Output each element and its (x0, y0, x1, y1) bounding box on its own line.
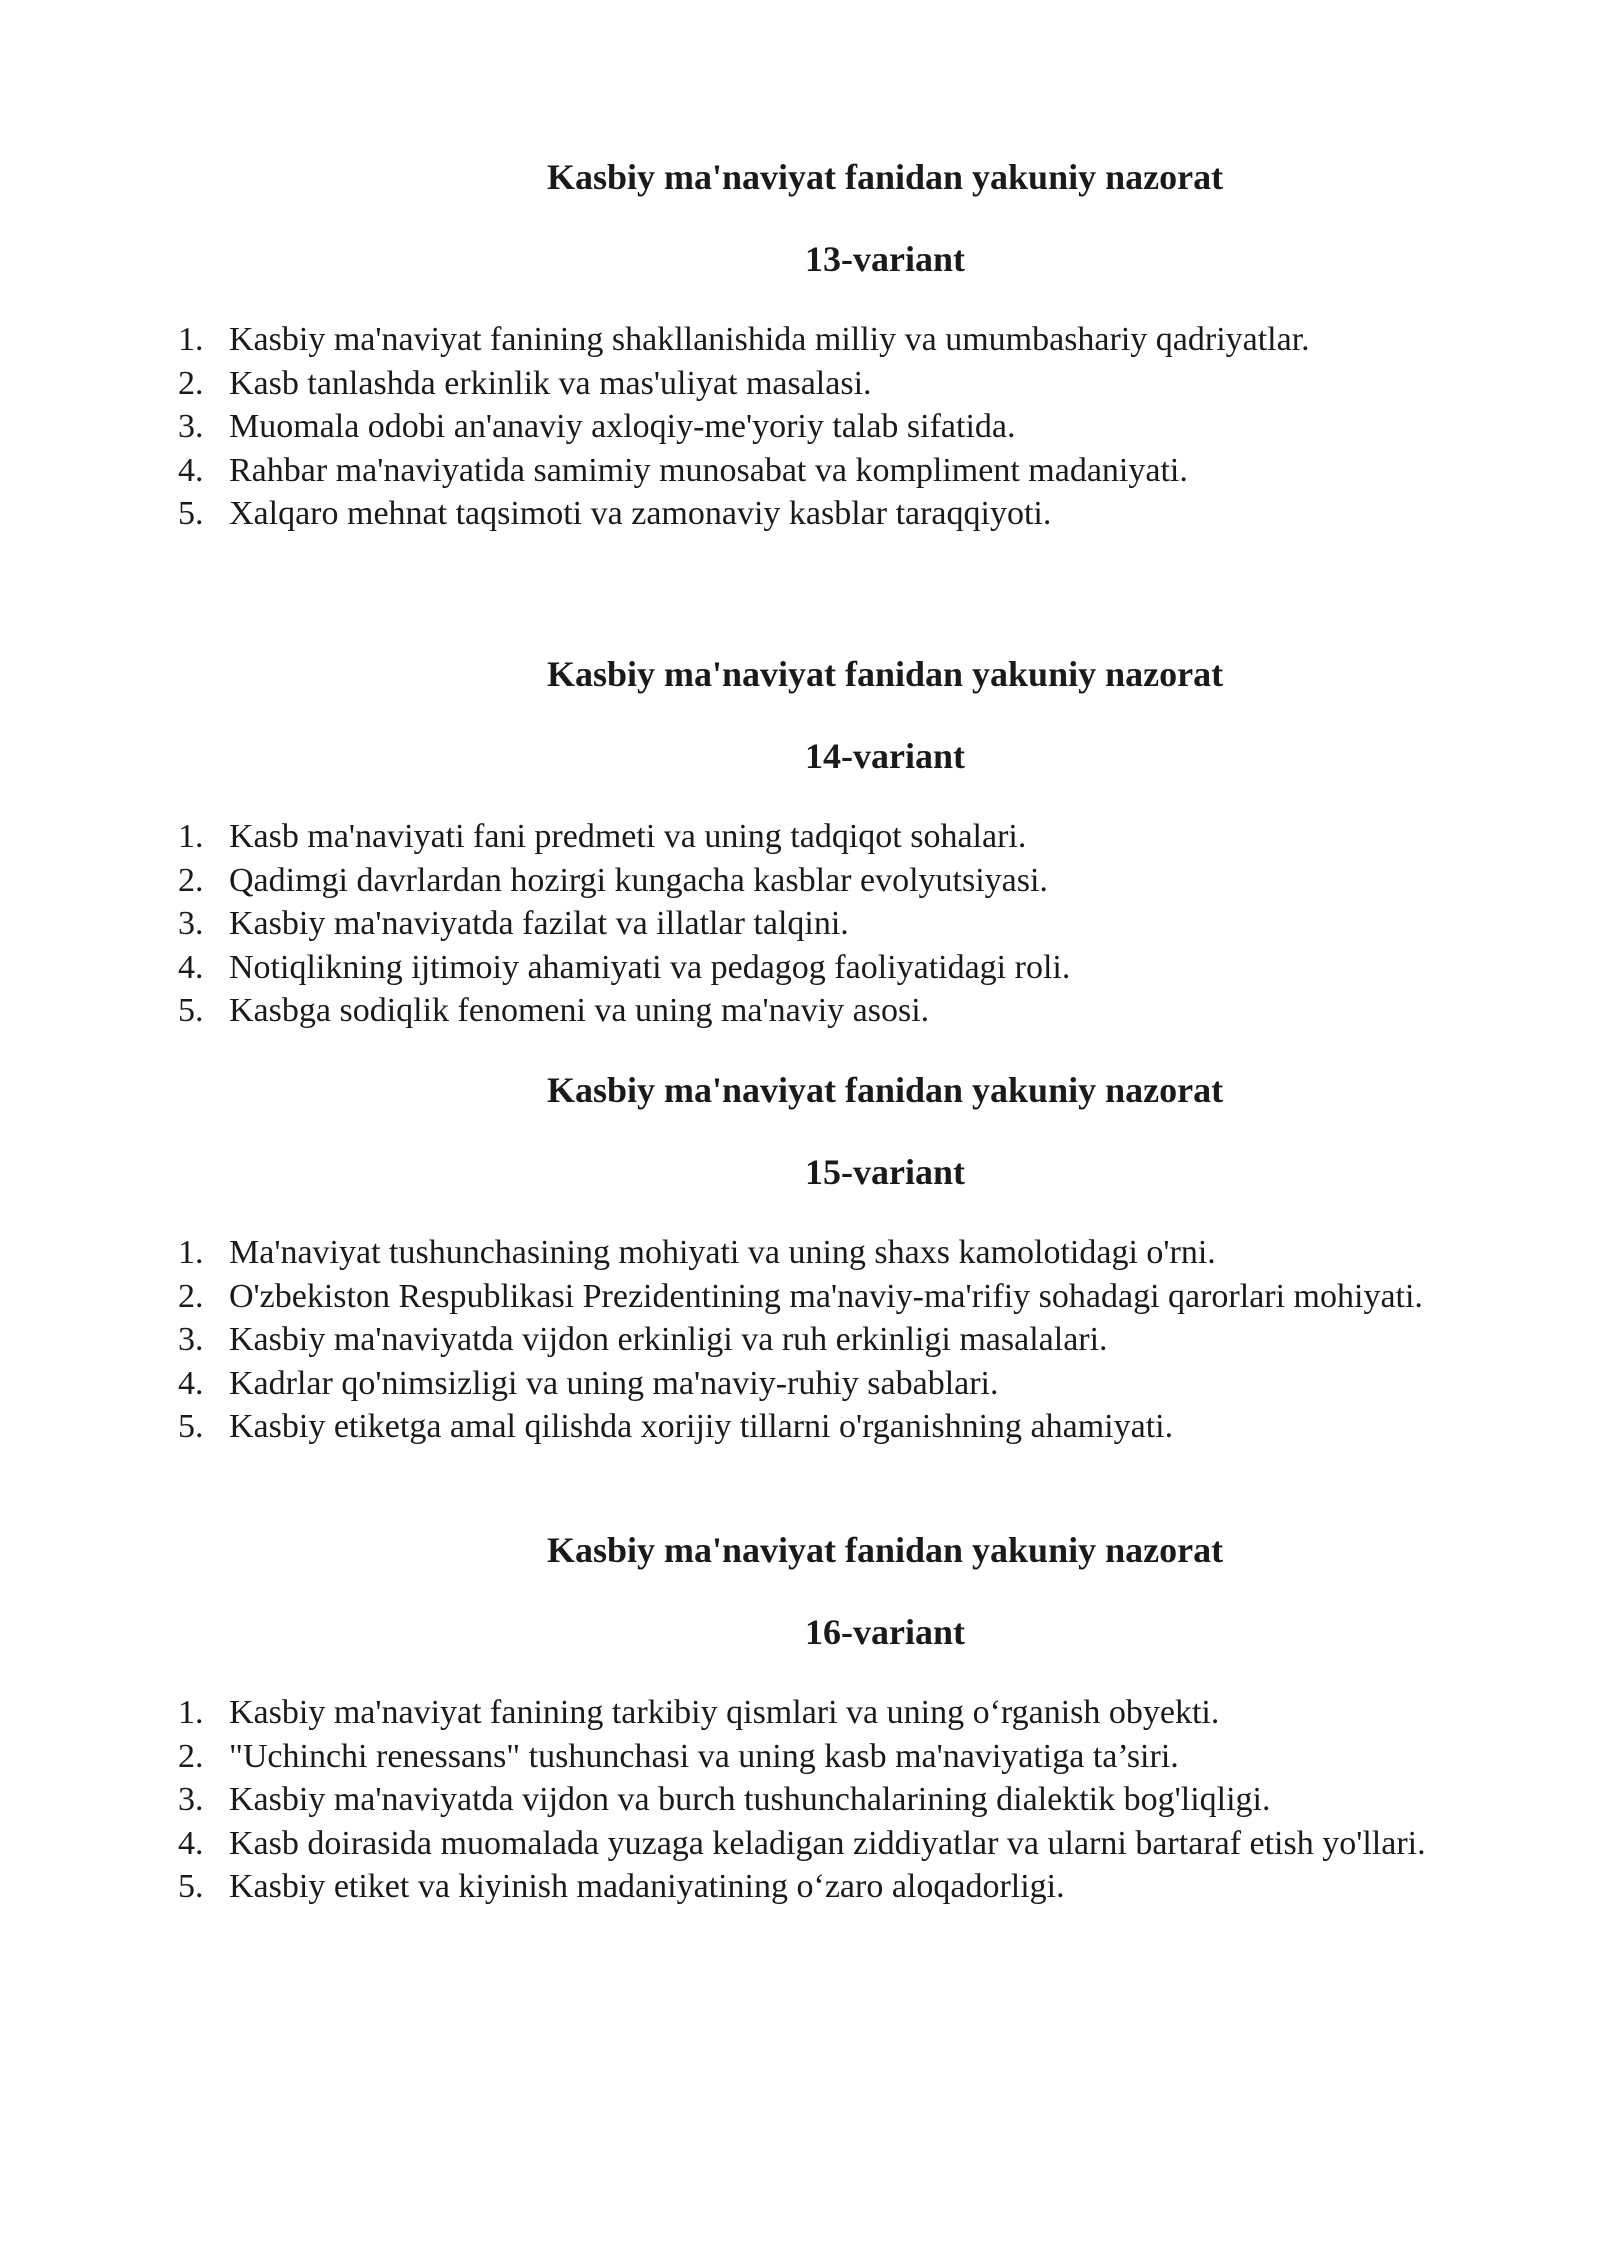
question-item (0, 815, 1600, 859)
question-item (0, 318, 1600, 362)
section-heading: Kasbiy ma'naviyat fanidan yakuniy nazorat (546, 157, 1224, 197)
question-item (0, 1405, 1600, 1449)
question-text: Ma'naviyat tushunchasining mohiyati va uning shaxs kamolotidagi o'rni. (229, 1234, 1216, 1271)
question-text: Kadrlar qo'nimsizligi va uning ma'naviy-ruhiy sabablari. (229, 1364, 999, 1402)
variant-title: 15-variant (805, 1152, 965, 1192)
question-text: Kasbiy ma'naviyat fanining tarkibiy qismlari va uning o‘rganish obyekti. (229, 1694, 1220, 1731)
question-list (0, 1231, 1600, 1449)
question-text: Kasb doirasida muomalada yuzaga keladigan ziddiyatlar va ularni bartaraf etish yo'llari. (229, 1824, 1426, 1862)
question-text: Qadimgi davrlardan hozirgi kungacha kasblar evolyutsiyasi. (229, 861, 1048, 899)
question-number: 4. (178, 1824, 204, 1862)
question-text: Kasb tanlashda erkinlik va mas'uliyat masalasi. (229, 364, 872, 402)
question-item (0, 902, 1600, 946)
question-number: 3. (178, 1781, 204, 1818)
variant-title: 14-variant (805, 736, 965, 776)
question-item (0, 1735, 1600, 1779)
question-text: Kasbiy etiketga amal qilishda xorijiy tillarni o'rganishning ahamiyati. (229, 1408, 1174, 1445)
question-item (0, 1822, 1600, 1866)
question-item (0, 1318, 1600, 1362)
question-text: Muomala odobi an'anaviy axloqiy-me'yoriy talab sifatida. (229, 408, 1016, 445)
question-text: O'zbekiston Respublikasi Prezidentining ma'naviy-ma'rifiy sohadagi qarorlari mohiyati. (229, 1277, 1423, 1315)
question-text: Kasbiy ma'naviyat fanining shakllanishida milliy va umumbashariy qadriyatlar. (229, 321, 1310, 358)
question-text: Kasb ma'naviyati fani predmeti va uning tadqiqot sohalari. (229, 818, 1027, 855)
question-number: 4. (178, 451, 204, 489)
question-item (0, 405, 1600, 449)
section-heading: Kasbiy ma'naviyat fanidan yakuniy nazorat (546, 1070, 1224, 1110)
question-item (0, 492, 1600, 536)
question-item (0, 1778, 1600, 1822)
question-number: 2. (178, 364, 204, 402)
question-text: Rahbar ma'naviyatida samimiy munosabat va kompliment madaniyati. (229, 451, 1188, 489)
variant-title: 16-variant (805, 1612, 965, 1652)
question-number: 2. (178, 1737, 204, 1775)
question-text: Kasbiy etiket va kiyinish madaniyatining o‘zaro aloqadorligi. (229, 1868, 1065, 1905)
question-text: Kasbiy ma'naviyatda vijdon erkinligi va ruh erkinligi masalalari. (229, 1321, 1108, 1358)
question-item (0, 1231, 1600, 1275)
question-number: 2. (178, 1277, 204, 1315)
question-list (0, 318, 1600, 536)
question-text: Notiqlikning ijtimoiy ahamiyati va pedagog faoliyatidagi roli. (229, 948, 1071, 986)
question-number: 4. (178, 1364, 204, 1402)
question-number: 3. (178, 408, 204, 445)
question-number: 2. (178, 861, 204, 899)
question-item (0, 1275, 1600, 1319)
question-text: Xalqaro mehnat taqsimoti va zamonaviy kasblar taraqqiyoti. (229, 495, 1052, 532)
question-number: 1. (178, 1694, 204, 1731)
question-text: Kasbiy ma'naviyatda fazilat va illatlar talqini. (229, 905, 849, 942)
variant-title: 13-variant (805, 239, 965, 279)
question-item (0, 449, 1600, 493)
question-item (0, 946, 1600, 990)
question-item (0, 859, 1600, 903)
question-text: Kasbga sodiqlik fenomeni va uning ma'naviy asosi. (229, 992, 930, 1029)
question-number: 5. (178, 1868, 204, 1905)
question-number: 5. (178, 1408, 204, 1445)
section-heading: Kasbiy ma'naviyat fanidan yakuniy nazorat (546, 654, 1224, 694)
question-item (0, 362, 1600, 406)
question-number: 1. (178, 1234, 204, 1271)
question-number: 5. (178, 992, 204, 1029)
section-heading: Kasbiy ma'naviyat fanidan yakuniy nazorat (546, 1530, 1224, 1570)
question-number: 3. (178, 905, 204, 942)
question-number: 1. (178, 818, 204, 855)
question-list (0, 815, 1600, 1033)
question-item (0, 1865, 1600, 1909)
question-item (0, 1362, 1600, 1406)
question-number: 5. (178, 495, 204, 532)
question-text: "Uchinchi renessans" tushunchasi va uning kasb ma'naviyatiga ta’siri. (229, 1737, 1179, 1775)
question-text: Kasbiy ma'naviyatda vijdon va burch tushunchalarining dialektik bog'liqligi. (229, 1781, 1271, 1818)
question-number: 1. (178, 321, 204, 358)
question-number: 3. (178, 1321, 204, 1358)
question-item (0, 989, 1600, 1033)
question-list (0, 1691, 1600, 1909)
question-number: 4. (178, 948, 204, 986)
question-item (0, 1691, 1600, 1735)
